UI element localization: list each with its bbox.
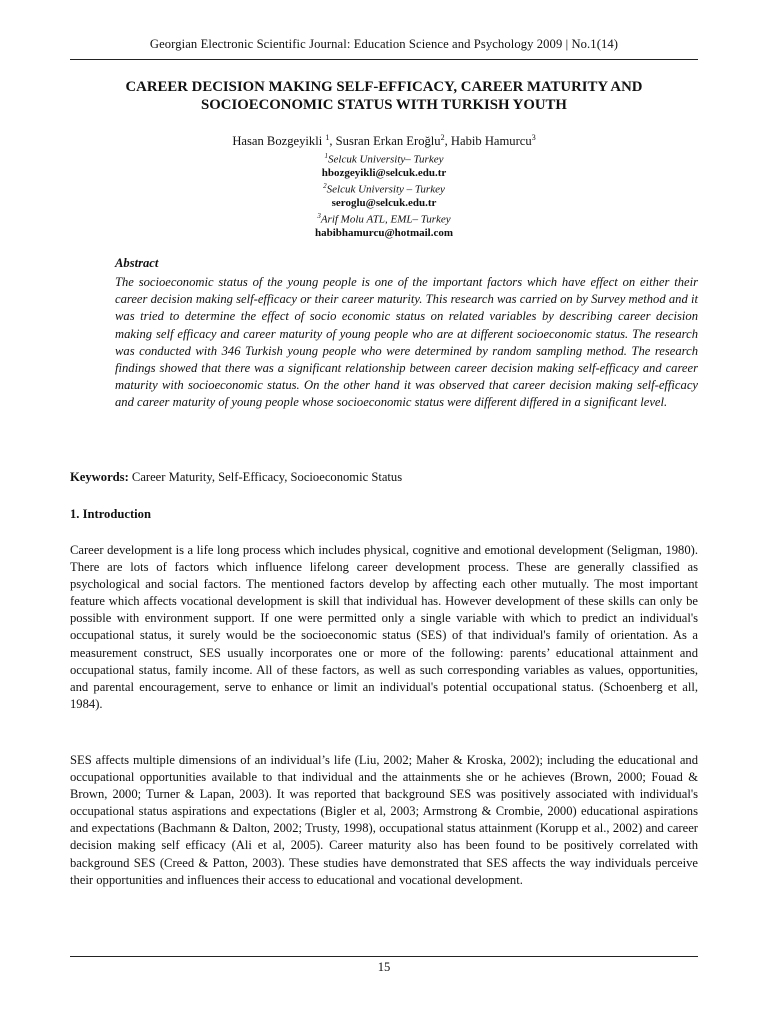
intro-paragraph-1: Career development is a life long process which includes physical, cognitive and emotional development (Seligman, 1980). There are lots of factors which influence lifelong career development process. These are generally classified as psychological and social factors. The mentioned factors develop by affecting each other mutually. The most important feature which affects vocational development is skill that individual has. However development of these skills can only be possible with environment support. If one were permitted only a single variable with which to predict an individual's occupational status, it surely would be the socioeconomic status (SES) of that individual's family of orientation. As a measurement construct, SES usually incorporates one or more of the following: parents’ educational attainment and occupational status, family income. All of these factors, as well as such corresponding variables as values, opportunities, and parental encouragement, serve to enhance or limit an individual's potential occupational status. (Schoenberg et all, 1984). (70, 543, 698, 711)
author-3-email[interactable]: habibhamurcu@hotmail.com (314, 227, 454, 239)
affiliation-3-name: Arif Molu ATL, EML– Turkey (320, 213, 451, 226)
keywords (70, 470, 698, 485)
author-list (70, 133, 698, 149)
author-1-email[interactable]: hbozgeyikli@selcuk.edu.tr (321, 167, 447, 179)
keywords-text: Career Maturity, Self-Efficacy, Socioeconomic Status (128, 470, 403, 484)
page-number: 15 (377, 960, 391, 974)
abstract-body: The socioeconomic status of the young people is one of the important factors which have effect on either their career decision making self-efficacy or their career maturity. This research was carried on by Survey method and it was tried to determine the effect of socio economic status on related variables by describing career decision making self efficacy and career maturity of young people who are at different socioeconomic status. The research was conducted with 346 Turkish young people who were determined by random sampling method. The research findings showed that there was a significant relationship between career decision making self-efficacy and career maturity with socioeconomic status. On the other hand it was observed that career decision making self-efficacy and career maturity of young people whose socioeconomic status were different differed in a significant level. (115, 275, 698, 410)
header-rule (70, 59, 698, 60)
affiliation-1 (70, 152, 698, 166)
affiliation-3-sup: 3 (317, 212, 321, 220)
intro-paragraph-2: SES affects multiple dimensions of an individual’s life (Liu, 2002; Maher & Kroska, 2002); including the educational and occupational opportunities available to that individual and the attainments she or he achieves (Brown, 2000; Fouad & Brown, 2000; Turner & Lapan, 2003). It was reported that background SES was positively associated with individual's occupational status aspirations and expectations (Bigler et al, 2003; Armstrong & Crombie, 2000) educational aspirations and expectations (Bachmann & Dalton, 2002; Trusty, 1998), occupational status attainment (Korupp et al., 2002) and career decision making self efficacy (Ali et al, 2005). Career maturity also has been found to be positively correlated with background SES (Creed & Patton, 2003). These studies have demonstrated that SES affects the way individuals perceive their opportunities and influences their access to educational and vocational development. (70, 753, 698, 887)
paper-title-line-1: CAREER DECISION MAKING SELF-EFFICACY, CAREER MATURITY AND (125, 79, 643, 95)
affiliation-1-name: Selcuk University– Turkey (328, 153, 444, 166)
running-header: Georgian Electronic Scientific Journal: Education Science and Psychology 2009 | No.1(14) (149, 37, 619, 51)
author-1-sup: 1 (325, 133, 330, 142)
author-1: Hasan Bozgeyikli (232, 134, 323, 149)
footer-rule (70, 956, 698, 957)
author-3: , Habib Hamurcu (444, 134, 532, 149)
affiliation-2-name: Selcuk University – Turkey (326, 183, 445, 196)
author-2: , Susran Erkan Eroğlu (329, 134, 441, 149)
author-2-email[interactable]: seroglu@selcuk.edu.tr (331, 197, 437, 209)
affiliation-1-sup: 1 (324, 152, 329, 160)
keywords-label: Keywords: (70, 470, 129, 484)
affiliation-3 (70, 212, 698, 226)
paper-title-line-2: SOCIOECONOMIC STATUS WITH TURKISH YOUTH (201, 97, 567, 113)
author-2-sup: 2 (440, 133, 445, 142)
section-heading-introduction: 1. Introduction (70, 507, 151, 521)
paper-title (70, 78, 698, 114)
abstract-heading: Abstract (115, 256, 159, 270)
affiliation-2-sup: 2 (323, 182, 327, 190)
author-3-sup: 3 (531, 133, 536, 142)
affiliation-2 (70, 182, 698, 196)
